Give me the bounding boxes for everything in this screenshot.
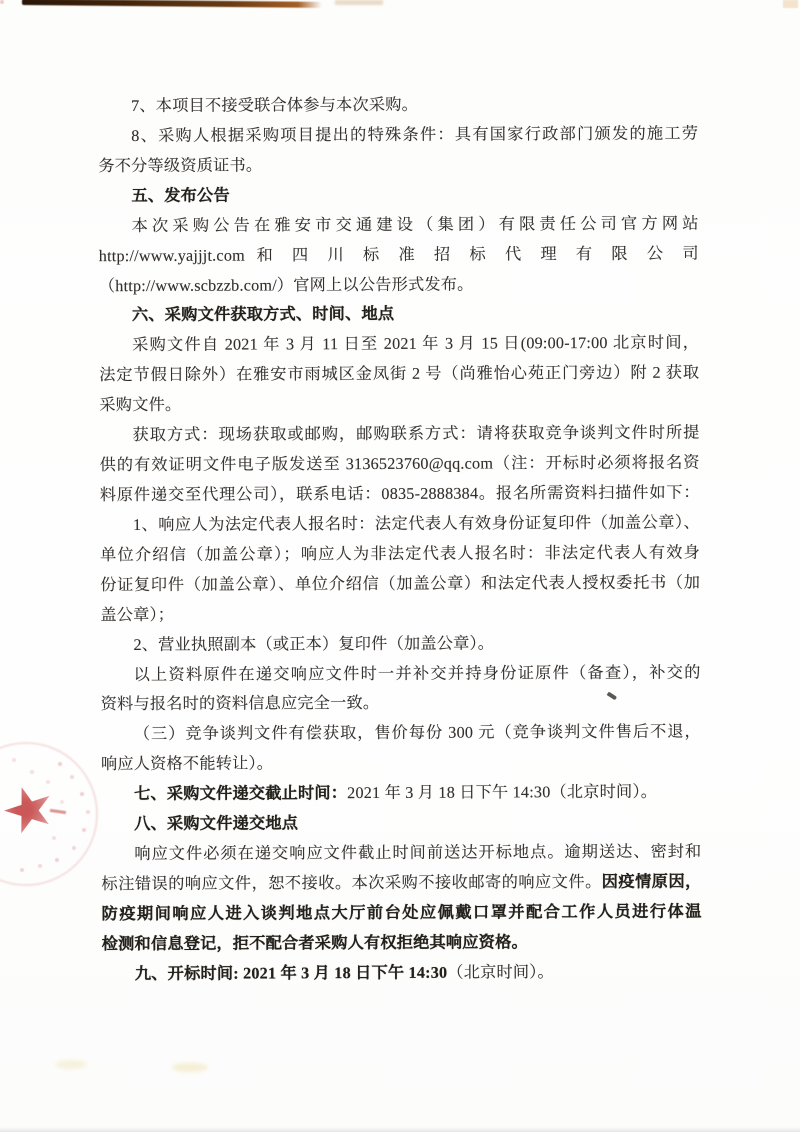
text-segment: 本次采购公告在雅安市交通建设（集团）有限责任公司官方网站 [131, 214, 699, 235]
document-line [98, 149, 698, 182]
text-segment: 7、本项目不接受联合体参与本次采购。 [131, 95, 419, 116]
text-segment: 务不分等级资质证书。 [98, 156, 263, 176]
document-line [99, 239, 699, 272]
text-segment: 防疫期间响应人进入谈判地点大厅前台处应佩戴口罩并配合工作人员进行体温 [101, 902, 702, 924]
text-segment: 九、开标时间: 2021 年 3 月 18 日下午 14:30 [134, 963, 448, 983]
text-segment: http://www.yajjjt.com 和 四 川 标 准 招 标 代 理 有 限 公 司 [98, 244, 699, 265]
paper-smudge [55, 1060, 87, 1069]
document-line [102, 897, 702, 930]
document-line [101, 838, 701, 871]
text-segment: 料原件递交至代理公司），联系电话：0835-2888384。报名所需资料扫描件如下： [99, 483, 700, 505]
document-line [101, 748, 701, 781]
text-segment: 响应人资格不能转让）。 [100, 754, 274, 774]
paper-smudge [172, 1063, 208, 1072]
document-line [99, 359, 699, 392]
text-segment: 五、发布公告 [131, 186, 230, 205]
document-line [101, 718, 701, 751]
text-segment: 供的有效证明文件电子版发送至 3136523760@qq.com（注：开标时必须将报名资 [99, 453, 700, 475]
document-line [101, 658, 701, 691]
document-body [98, 90, 702, 990]
text-segment: 因疫情原因， [601, 872, 702, 891]
scan-edge-dot [783, 0, 798, 8]
scan-edge-artifact [22, 0, 322, 8]
document-line [100, 449, 700, 482]
text-segment: 单位介绍信（加盖公章）；响应人为非法定代表人报名时：非法定代表人有效身 [100, 543, 701, 565]
document-line [99, 209, 699, 242]
text-segment: 资料与报名时的资料信息应完全一致。 [100, 694, 380, 714]
text-segment: （北京时间）。 [447, 962, 554, 982]
document-line [98, 90, 698, 123]
document-line [102, 927, 702, 960]
text-segment: 响应文件必须在递交响应文件截止时间前送达开标地点。逾期送达、密封和 [134, 842, 702, 864]
document-line [101, 778, 701, 811]
document-line [99, 299, 699, 332]
document-line [98, 119, 698, 152]
text-segment: 2、营业执照副本（或正本）复印件（加盖公章）。 [133, 634, 495, 654]
text-segment: 1、响应人为法定代表人报名时：法定代表人有效身份证复印件（加盖公章）、 [132, 513, 700, 534]
text-segment: 八、采购文件递交地点 [134, 814, 299, 834]
text-segment: 份证复印件（加盖公章）、单位介绍信（加盖公章）和法定代表人授权委托书（加 [100, 573, 701, 594]
text-segment: 采购文件自 2021 年 3 月 11 日至 2021 年 3 月 15 日(09:00-17:00 北京时间， [132, 333, 700, 355]
text-segment: 采购文件。 [99, 396, 182, 415]
document-line [101, 868, 701, 901]
document-line [100, 568, 700, 601]
scan-edge-patch [335, 0, 383, 5]
seal-speckles [0, 0, 4, 4]
document-line [98, 179, 698, 212]
document-line [100, 628, 700, 661]
text-segment: 以上资料原件在递交响应文件时一并补交并持身份证原件（备查），补交的 [133, 663, 701, 684]
text-segment: 六、采购文件获取方式、时间、地点 [131, 305, 395, 325]
document-line [101, 808, 701, 841]
document-line [99, 269, 699, 302]
text-segment: 2021 年 3 月 18 日下午 14:30（北京时间）。 [347, 782, 658, 803]
document-line [99, 419, 699, 452]
text-segment: 法定节假日除外）在雅安市雨城区金凤街 2 号（尚雅怡心苑正门旁边）附 2 获取 [99, 363, 700, 385]
document-line [102, 957, 702, 990]
document-line [100, 538, 700, 571]
text-segment: （三）竞争谈判文件有偿获取，售价每份 300 元（竞争谈判文件售后不退， [133, 722, 701, 744]
text-segment: 获取方式：现场获取或邮购，邮购联系方式：请将获取竞争谈判文件时所提 [132, 423, 700, 445]
text-segment: 标注错误的响应文件，恕不接收。本次采购不接收邮寄的响应文件。 [101, 872, 602, 894]
text-segment: 盖公章）； [100, 605, 175, 624]
text-segment: 七、采购文件递交截止时间： [134, 784, 348, 804]
scan-bottom-shadow [0, 1127, 800, 1132]
text-segment: 8、采购人根据采购项目提出的特殊条件：具有国家行政部门颁发的施工劳 [131, 124, 699, 145]
document-line [99, 389, 699, 422]
seal-ring [0, 742, 98, 886]
document-line [100, 598, 700, 631]
text-segment: 检测和信息登记，拒不配合者采购人有权拒绝其响应资格。 [101, 933, 528, 953]
document-line [100, 508, 700, 541]
text-segment: （http://www.scbzzb.com/）官网上以公告形式发布。 [98, 275, 474, 295]
document-line [100, 479, 700, 512]
document-line [99, 329, 699, 362]
